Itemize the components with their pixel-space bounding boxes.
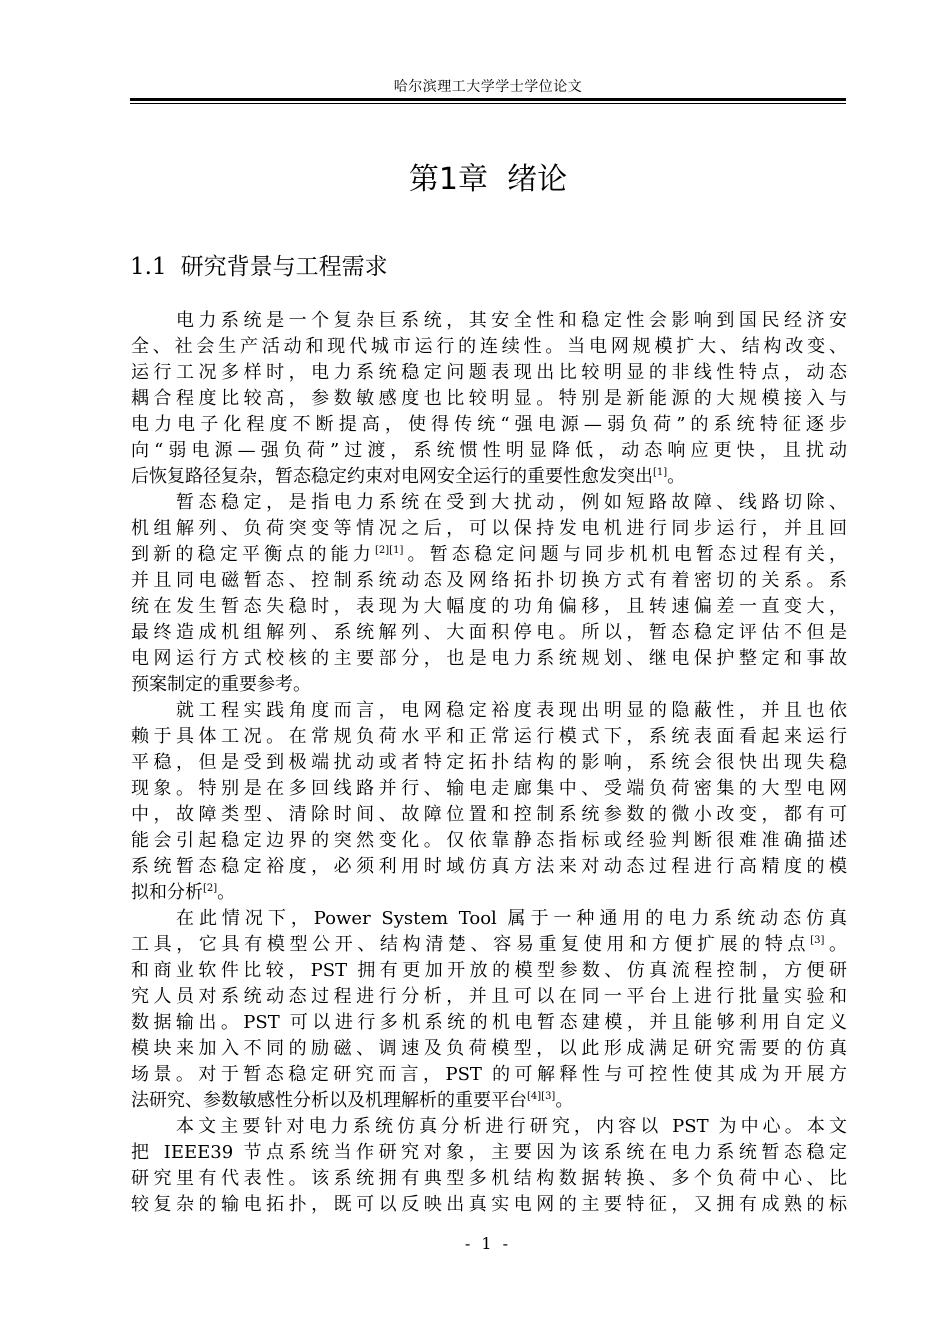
citation: [3] (810, 935, 825, 946)
text-line: 全、社会生产活动和现代城市运行的连续性。当电网规模扩大、结构改变、 (131, 336, 847, 357)
text-line: 预案制定的重要参考。 (131, 674, 311, 695)
text-line: 电力系统是一个复杂巨系统，其安全性和稳定性会影响到国民经济安 (176, 310, 847, 331)
text-line: 向“弱电源—强负荷”过渡，系统惯性明显降低，动态响应更快，且扰动 (131, 440, 847, 461)
section-number: 1.1 (130, 254, 167, 280)
text-line: 数据输出。PST 可以进行多机系统的机电暂态建模，并且能够利用自定义 (131, 1012, 847, 1033)
text-line: 场景。对于暂态稳定研究而言，PST 的可解释性与可控性使其成为开展方 (131, 1064, 847, 1085)
text-line: 电力电子化程度不断提高，使得传统“强电源—弱负荷”的系统特征逐步 (131, 414, 847, 435)
text-line: 在此情况下，Power System Tool 属于一种通用的电力系统动态仿真 (176, 908, 847, 929)
chapter-number: 第1章 (408, 162, 488, 197)
text-line: 到新的稳定平衡点的能力[2][1]。暂态稳定问题与同步机机电暂态过程有关， (131, 544, 848, 565)
text-line: 现象。特别是在多回线路并行、输电走廊集中、受端负荷密集的大型电网 (131, 778, 847, 799)
section-title: 研究背景与工程需求 (180, 254, 388, 280)
text-line: 统在发生暂态失稳时，表现为大幅度的功角偏移，且转速偏差一直变大， (131, 596, 847, 617)
text-line: 最终造成机组解列、系统解列、大面积停电。所以，暂态稳定评估不但是 (131, 622, 847, 643)
citation: [2] (203, 883, 218, 894)
text-line: 平稳，但是受到极端扰动或者特定拓扑结构的影响，系统会很快出现失稳 (131, 752, 847, 773)
text-line: 工具，它具有模型公开、结构清楚、容易重复使用和方便扩展的特点[3]。 (131, 934, 847, 955)
text-line: 本文主要针对电力系统仿真分析进行研究，内容以 PST 为中心。本文 (176, 1116, 847, 1137)
text-line: 研究里有代表性。该系统拥有典型多机结构数据转换、多个负荷中心、比 (131, 1168, 847, 1189)
chapter-title (130, 154, 846, 198)
text-line: 电网运行方式校核的主要部分，也是电力系统规划、继电保护整定和事故 (131, 648, 847, 669)
text-line: 把 IEEE39 节点系统当作研究对象，主要因为该系统在电力系统暂态稳定 (131, 1142, 847, 1163)
text-line: 机组解列、负荷突变等情况之后，可以保持发电机进行同步运行，并且回 (131, 518, 847, 539)
text-line: 系统暂态稳定裕度，必须利用时域仿真方法来对动态过程进行高精度的模 (131, 856, 847, 877)
text-line: 中，故障类型、清除时间、故障位置和控制系统参数的微小改变，都有可 (131, 804, 847, 825)
section-heading (130, 248, 388, 281)
page-number: - 1 - (464, 1234, 512, 1253)
chapter-name: 绪论 (507, 162, 568, 197)
header-rule-thin (130, 103, 846, 104)
text-line: 运行工况多样时，电力系统稳定问题表现出比较明显的非线性特点，动态 (131, 362, 847, 383)
text-line: 后恢复路径复杂，暂态稳定约束对电网安全运行的重要性愈发突出[1]。 (131, 466, 686, 487)
citation: [4][3] (527, 1091, 556, 1102)
text-line: 较复杂的输电拓扑，既可以反映出真实电网的主要特征，又拥有成熟的标 (131, 1194, 847, 1215)
text-line: 并且同电磁暂态、控制系统动态及网络拓扑切换方式有着密切的关系。系 (131, 570, 847, 591)
text-line: 和商业软件比较，PST 拥有更加开放的模型参数、仿真流程控制，方便研 (131, 960, 847, 981)
running-header: 哈尔滨理工大学学士学位论文 (393, 79, 583, 95)
body-text (131, 308, 847, 1218)
text-line: 暂态稳定，是指电力系统在受到大扰动，例如短路故障、线路切除、 (176, 492, 847, 513)
text-line: 耦合程度比较高，参数敏感度也比较明显。特别是新能源的大规模接入与 (131, 388, 847, 409)
text-line: 模块来加入不同的励磁、调速及负荷模型，以此形成满足研究需要的仿真 (131, 1038, 847, 1059)
citation: [1] (653, 467, 668, 478)
citation: [2][1] (375, 545, 404, 556)
text-line: 拟和分析[2]。 (131, 882, 236, 903)
text-line: 究人员对系统动态过程进行分析，并且可以在同一平台上进行批量实验和 (131, 986, 847, 1007)
header-rule-thick (130, 98, 846, 101)
text-line: 法研究、参数敏感性分析以及机理解析的重要平台[4][3]。 (131, 1090, 574, 1111)
text-line: 能会引起稳定边界的突然变化。仅依靠静态指标或经验判断很难准确描述 (131, 830, 847, 851)
text-line: 赖于具体工况。在常规负荷水平和正常运行模式下，系统表面看起来运行 (131, 726, 847, 747)
text-line: 就工程实践角度而言，电网稳定裕度表现出明显的隐蔽性，并且也依 (176, 700, 847, 721)
